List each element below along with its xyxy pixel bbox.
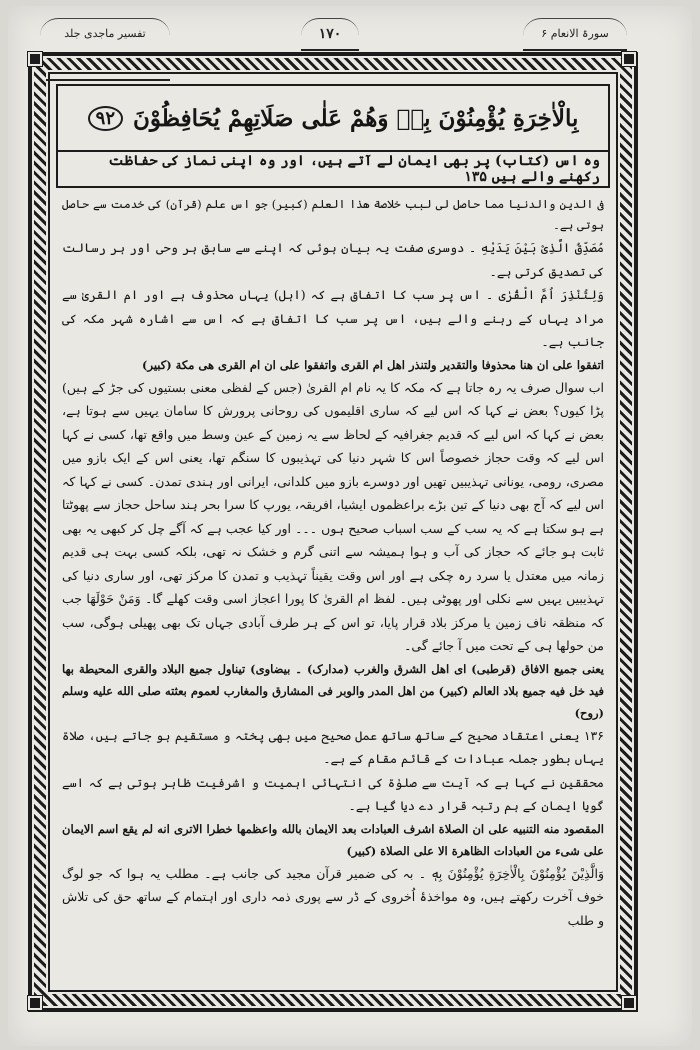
page-header <box>30 18 670 70</box>
ayah-box <box>56 84 610 152</box>
corner-ornament <box>622 996 636 1010</box>
translation-box <box>56 152 610 188</box>
ayah-number: ۹۲ <box>88 106 123 131</box>
commentary-paragraph: مُصَدِّقُ الَّذِیْ بَیْنَ یَدَیْهِ ۔ دوسری صفت یہ بیان ہوئی کہ اپنے سے سابق ہر وحی اور ہر رسالت کی تصدیق کرتی ہے۔ <box>62 240 604 279</box>
corner-ornament <box>28 52 42 66</box>
commentary-paragraph: وَالَّذِیْنَ یُؤْمِنُوْنَ بِالْاٰخِرَةِ یُؤْمِنُوْنَ بِهٖ ۔ بہ کی ضمیر قرآن مجید کی جانب ہے۔ مطلب یہ ہوا کہ جو لوگ خوف آخرت رکھتے ہیں، وہ مواخذۂ اُخروی کے ڈر سے پوری ذمہ داری اور اہتمام کے ساتھ حق کی تلاش و طلب <box>62 865 604 928</box>
arabic-quote: اتفقوا علی ان هنا محذوفا والتقدیر ولتنذر اهل ام القری واتفقوا علی ان ام القری هی مکة (کبیر) <box>142 357 604 372</box>
corner-ornament <box>622 52 636 66</box>
commentary-paragraph: وَلِتُنْذِرَ اُمَّ الْقُرٰى ۔ اس پر سب کا اتفاق ہے کہ (اہل) یہاں محذوف ہے اور ام القریٰ سے مراد یہاں کے رہنے والے ہیں، اس پر سب کا اتفاق ہے کہ اس سے اشارہ شہر مکہ کی جانب ہے۔ <box>62 287 604 349</box>
page-content <box>56 80 610 985</box>
note-136-paragraph: ۱۳۶ یعنی اعتقاد صحیح کے ساتھ ساتھ عمل صحیح میں بھی پختہ و مستقیم ہو جاتے ہیں، صلاۃ یہاں بطور جملہ عبادات کے قائم مقام کے ہے۔ <box>62 727 604 766</box>
page-number: ۱۷۰ <box>285 18 375 50</box>
header-right-plaque: سورۃ الانعام ۶ <box>500 18 650 50</box>
ayah-text: بِالْاٰخِرَةِ یُؤْمِنُوْنَ بِهٖ وَهُمْ عَلٰى صَلَاتِهِمْ یُحَافِظُوْنَ <box>133 104 579 132</box>
translation-text: وہ اس (کتاب) پر بھی ایمان لے آتے ہیں، اور وہ اپنی نماز کی حفاظت رکھنے والے ہیں ۱۳۵ <box>108 153 600 185</box>
commentary-paragraph: فی الدین والدنیا مما حاصل لی لبب خلاصة هذا العلم (کبیر) جو اس علم (قرآن) کی خدمت سے حاصل ہوتی ہے۔ <box>62 197 604 232</box>
arabic-quote: یعنی جمیع الافاق (قرطبی) ای اهل الشرق والغرب (مدارک) ۔ بیضاوی) تیناول جمیع البلاد والقری المحیطة بها فید خل فیه جمیع بلاد العالم (کبیر) من اهل المدر والوبر فی المشارق والمغارب لعموم بعثته صلی الله علیه وسلم (روح) <box>62 661 604 720</box>
corner-ornament <box>28 996 42 1010</box>
commentary-paragraph: محققین نے کہا ہے کہ آیت سے صلوٰۃ کی انتہائی اہمیت و اشرفیت ظاہر ہوتی ہے کہ اسے گویا ایمان کے ہم رتبہ قرار دے دیا گیا ہے۔ <box>62 774 604 813</box>
arabic-quote: المقصود منه التنبیه علی ان الصلاة اشرف العبادات بعد الایمان بالله واعظمها خطرا الاتری انه لم یقع اسم الایمان علی شیء من العبادات الظاهرة الا علی الصلاة (کبیر) <box>62 821 604 858</box>
commentary-paragraph: اب سوال صرف یہ رہ جاتا ہے کہ مکہ کا یہ نام ام القریٰ (جس کے لفظی معنی بستیوں کی جڑ کے ہیں) پڑا کیوں؟ بعض نے کہا کہ اس لیے کہ ساری اقلیموں کی روحانی پرورش کا سامان یہیں سے ہوتا ہے، بعض نے کہا کہ اس لیے کہ قدیم جغرافیہ کے لحاظ سے یہ زمین کے عین وسط میں واقع تھا، کسی نے کہا اس لیے کہ وقت حجاز خصوصاً اس کا شہر دنیا کی تہذیبوں کا سنگم تھا، یعنی اس کے ایک بازو میں مصری، رومی، یونانی تہذیبیں تھیں اور دوسرے بازو میں کلدانی، ایرانی اور ہندی تمدن۔ کسی نے کہا کہ اس لیے کہ آج بھی دنیا کے تین بڑے براعظموں ایشیا، افریقہ، یورپ کا سرا بحر ہند ساحل حجاز سے پھوٹتا ہے ہو سکتا ہے کہ یہ سب کے سب اسباب صحیح ہوں ۔۔۔ اور کیا عجب ہے کہ آگے چل کر کبھی یہ بھی ثابت ہو جائے کہ حجاز کی آب و ہوا ہمیشہ سے اتنی گرم و خشک نہ تھی، بلکہ کسی بہت ہی قدیم زمانہ میں معتدل یا سرد رہ چکی ہے اور اس وقت یقیناً تہذیب و تمدن کا مرکز تھی، اور ساری دنیا کی تہذیبیں یہیں سے نکلی اور پھوٹی ہیں۔ لفظ ام القریٰ کا پورا اعجاز اسی وقت کھلے گا۔ وَمَنْ حَوْلَهَا جب کہ منظقہ ناف زمین یا مرکز بلاد قرار پایا، تو اس کے ہر طرف آبادی جہاں تک بھی پھیلی ہوگی، سب من حولها ہی کے تحت میں آ جائے گی۔ <box>62 379 604 653</box>
header-left-plaque: تفسیر ماجدی جلد دوم <box>40 18 170 50</box>
